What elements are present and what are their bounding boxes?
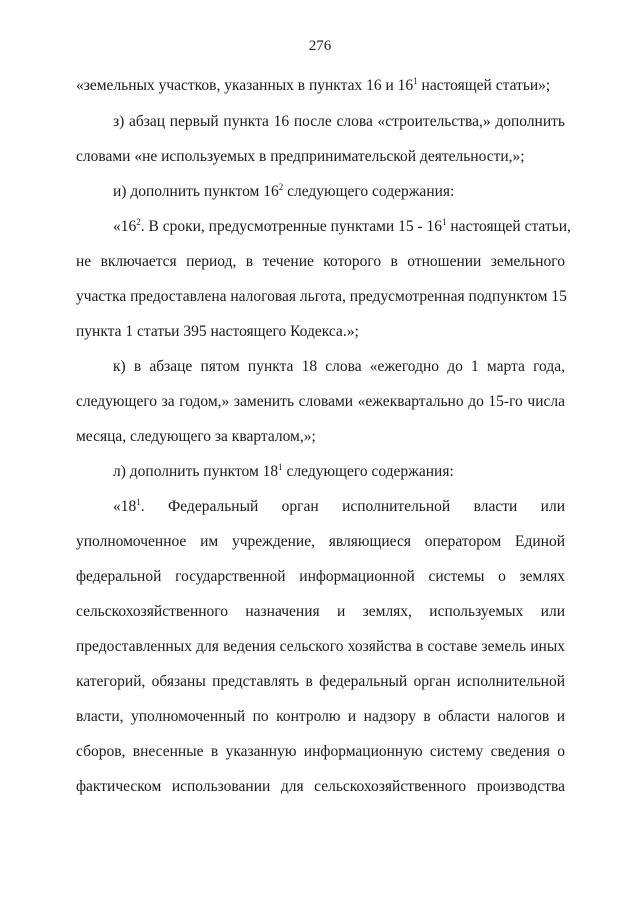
text-line: сборов, внесенные в указанную информационную систему сведения о: [76, 743, 565, 760]
paragraph-k-line: к) в абзаце пятом пункта 18 слова «ежегодно до 1 марта года,: [113, 358, 565, 375]
text-line: месяца, следующего за кварталом,»;: [76, 428, 316, 445]
text-line: участка предоставлена налоговая льгота, предусмотренная подпунктом 15: [76, 288, 567, 305]
text-line: федеральной государственной информационной системы о землях: [76, 568, 565, 585]
text-line: словами «не используемых в предпринимательской деятельности,»;: [76, 148, 525, 165]
text-line: власти, уполномоченный по контролю и надзору в области налогов и: [76, 708, 565, 725]
text-line: следующего за годом,» заменить словами «ежеквартально до 15-го числа: [76, 393, 565, 410]
text-line: категорий, обязаны представлять в федеральный орган исполнительной: [76, 673, 565, 690]
text-line: пункта 1 статьи 395 настоящего Кодекса.»;: [76, 323, 359, 340]
text-line: «земельных участков, указанных в пунктах 16 и $16^1$ настоящей статьи»;: [76, 76, 551, 94]
point-16-2-line: «$16^2$. В сроки, предусмотренные пунктами $15 - 16^1$ настоящей статьи,: [113, 217, 571, 235]
point-18-1-line: «$18^1$. Федеральный орган исполнительной власти или: [113, 497, 565, 515]
text-line: не включается период, в течение которого в отношении земельного: [76, 253, 565, 270]
page-number: 276: [308, 38, 332, 54]
text-line: сельскохозяйственного назначения и землях, используемых или: [76, 603, 565, 620]
text-line: уполномоченное им учреждение, являющиеся оператором Единой: [76, 533, 565, 550]
paragraph-l-line: л) дополнить пунктом $18^1$ следующего содержания:: [113, 462, 454, 480]
paragraph-z-line: з) абзац первый пункта 16 после слова «строительства,» дополнить: [113, 113, 565, 130]
paragraph-i-line: и) дополнить пунктом $16^2$ следующего содержания:: [113, 182, 455, 200]
text-line: фактическом использовании для сельскохозяйственного производства: [76, 778, 565, 795]
text-line: предоставленных для ведения сельского хозяйства в составе земель иных: [76, 638, 565, 655]
